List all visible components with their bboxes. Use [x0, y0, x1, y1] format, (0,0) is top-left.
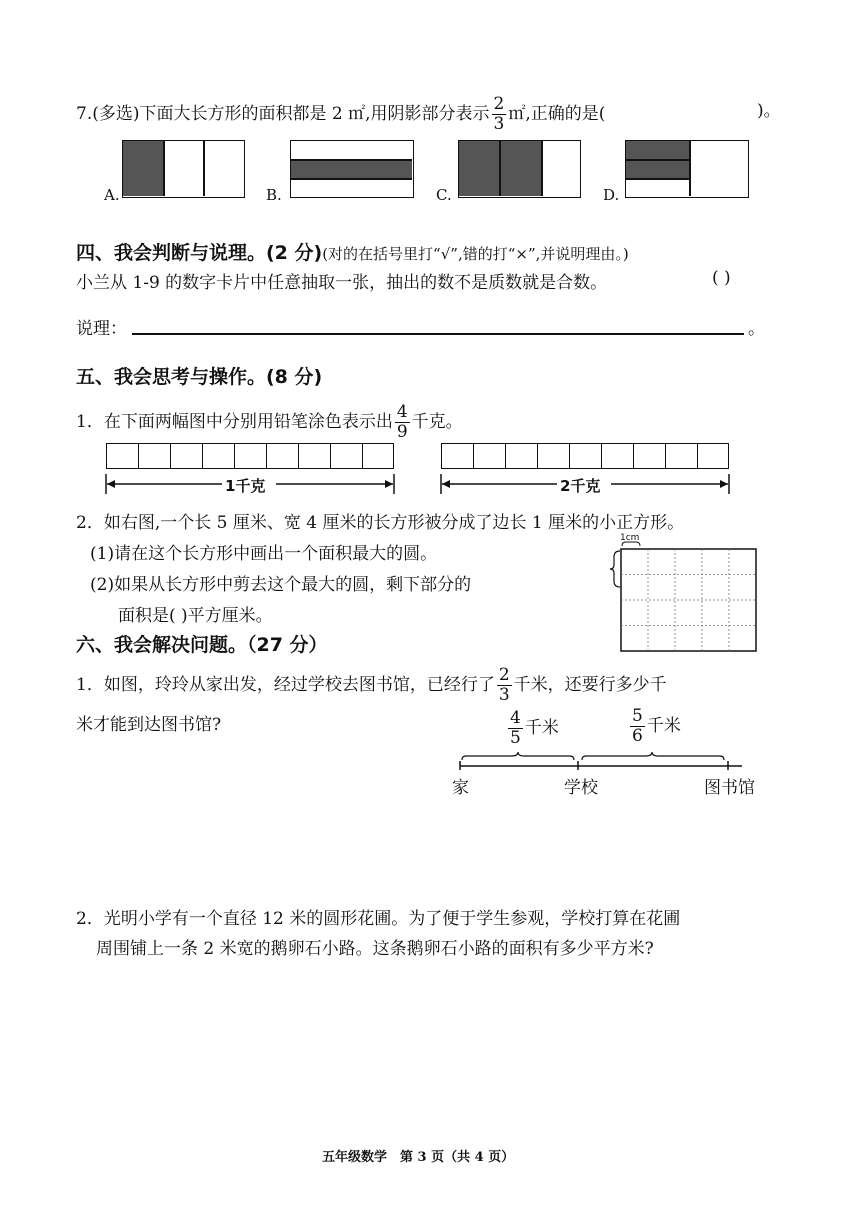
divider [626, 159, 689, 161]
section-4-title: 四、我会判断与说理。(2 分) [76, 242, 323, 264]
bar-cell[interactable] [138, 443, 171, 469]
s5-q2-line3: (2)如果从长方形中剪去这个最大的圆，剩下部分的 [90, 575, 472, 595]
q7-prefix: 7.(多选)下面大长方形的面积都是 2 ㎡,用阴影部分表示 [76, 104, 490, 124]
seg2-den: 6 [632, 726, 643, 746]
divider [203, 141, 205, 196]
bar-cell[interactable] [633, 443, 666, 469]
point-school: 学校 [564, 778, 598, 798]
bar-cell[interactable] [601, 443, 634, 469]
s5-q2-line2: (1)请在这个长方形中画出一个面积最大的圆。 [90, 544, 438, 564]
explain-answer-line[interactable] [132, 333, 744, 335]
bar-cell[interactable] [537, 443, 570, 469]
bar-cell[interactable] [170, 443, 203, 469]
bar-cell[interactable] [505, 443, 538, 469]
bar-cell[interactable] [266, 443, 299, 469]
bar-2kg-label: 2千克 [560, 477, 601, 495]
point-library: 图书馆 [704, 778, 755, 798]
s6-q1-frac-num: 2 [498, 665, 510, 685]
page-footer: 五年级数学 第 3 页（共 4 页） [322, 1150, 515, 1165]
bar-cell[interactable] [362, 443, 394, 469]
seg1-num: 4 [510, 708, 521, 728]
s6-q1-fraction [497, 667, 512, 704]
s6-q1-prefix: 1．如图，玲玲从家出发，经过学校去图书馆，已经行了 [76, 675, 495, 695]
bar-cell[interactable] [665, 443, 698, 469]
s6-q1-frac-den: 3 [498, 685, 510, 705]
q7-suffix: ㎡,正确的是( [508, 104, 606, 124]
s5-q1-frac-den: 9 [396, 422, 408, 442]
s5-q1-frac-num: 4 [396, 402, 408, 422]
option-c-label: C. [436, 186, 452, 204]
bar-cell[interactable] [330, 443, 363, 469]
explain-label: 说理： [76, 319, 127, 339]
q7-fraction [492, 96, 507, 133]
option-b-rect [290, 140, 414, 198]
segment-home-school [506, 710, 559, 747]
option-b-label: B. [266, 186, 282, 204]
option-a-label: A. [104, 186, 120, 204]
explain-end: 。 [748, 319, 765, 339]
section-5-title: 五、我会思考与操作。(8 分) [76, 366, 323, 388]
seg1-unit: 千米 [524, 718, 559, 738]
s5-q2-line1: 2．如右图,一个长 5 厘米、宽 4 厘米的长方形被分成了边长 1 厘米的小正方形。 [76, 513, 685, 533]
bar-cell[interactable] [441, 443, 474, 469]
bar-1kg-label: 1千克 [225, 477, 266, 495]
option-d-rect [625, 140, 749, 198]
section-4-statement: 小兰从 1-9 的数字卡片中任意抽取一张，抽出的数不是质数就是合数。 [76, 273, 608, 293]
s6-q2-line2: 周围铺上一条 2 米宽的鹅卵石小路。这条鹅卵石小路的面积有多少平方米? [96, 939, 654, 959]
q7-close: )。 [757, 101, 781, 121]
bar-2kg[interactable] [441, 443, 729, 469]
bar-cell[interactable] [473, 443, 506, 469]
s5-q1-fraction [395, 404, 410, 441]
q7-frac-den: 3 [493, 114, 505, 134]
segment-school-library [628, 708, 681, 745]
s5-q1-suffix: 千克。 [411, 412, 463, 432]
divider [291, 178, 412, 180]
s5-q2-line4: 面积是( )平方厘米。 [118, 606, 273, 626]
bar-cell[interactable] [202, 443, 235, 469]
point-home: 家 [452, 778, 469, 798]
s6-q1 [76, 667, 667, 704]
q7-line [76, 96, 605, 133]
seg2-unit: 千米 [646, 716, 681, 736]
section-6-title: 六、我会解决问题。（27 分） [76, 634, 328, 656]
divider [626, 178, 689, 180]
bar-cell[interactable] [234, 443, 267, 469]
section-4-header [76, 238, 629, 265]
s6-q1-line2: 米才能到达图书馆? [76, 715, 222, 735]
s5-q1-prefix: 1．在下面两幅图中分别用铅笔涂色表示出 [76, 412, 393, 432]
section-4-note: (对的在括号里打“√”,错的打“×”,并说明理由。) [322, 245, 629, 263]
bar-1kg[interactable] [106, 443, 394, 469]
option-a-shade [123, 141, 163, 196]
divider [541, 141, 543, 196]
divider [499, 141, 501, 196]
option-a-rect [122, 140, 245, 198]
seg1-den: 5 [510, 728, 521, 748]
s5-q1 [76, 404, 463, 441]
bar-cell[interactable] [569, 443, 602, 469]
grid-5x4[interactable] [600, 540, 760, 652]
bar-cell[interactable] [697, 443, 729, 469]
grid-unit-label: 1cm [620, 533, 640, 543]
bar-cell[interactable] [106, 443, 139, 469]
option-d-label: D. [603, 186, 620, 204]
option-b-shade [291, 161, 412, 178]
divider [163, 141, 165, 196]
option-c-rect [458, 140, 581, 198]
bar-cell[interactable] [298, 443, 331, 469]
seg2-num: 5 [632, 706, 643, 726]
s6-q2-line1: 2．光明小学有一个直径 12 米的圆形花圃。为了便于学生参观，学校打算在花圃 [76, 909, 681, 929]
route-line [452, 752, 752, 774]
q7-frac-num: 2 [493, 94, 505, 114]
s6-q1-suffix: 千米，还要行多少千 [513, 675, 667, 695]
divider [689, 141, 691, 196]
judgement-paren[interactable]: ( ) [712, 268, 731, 288]
